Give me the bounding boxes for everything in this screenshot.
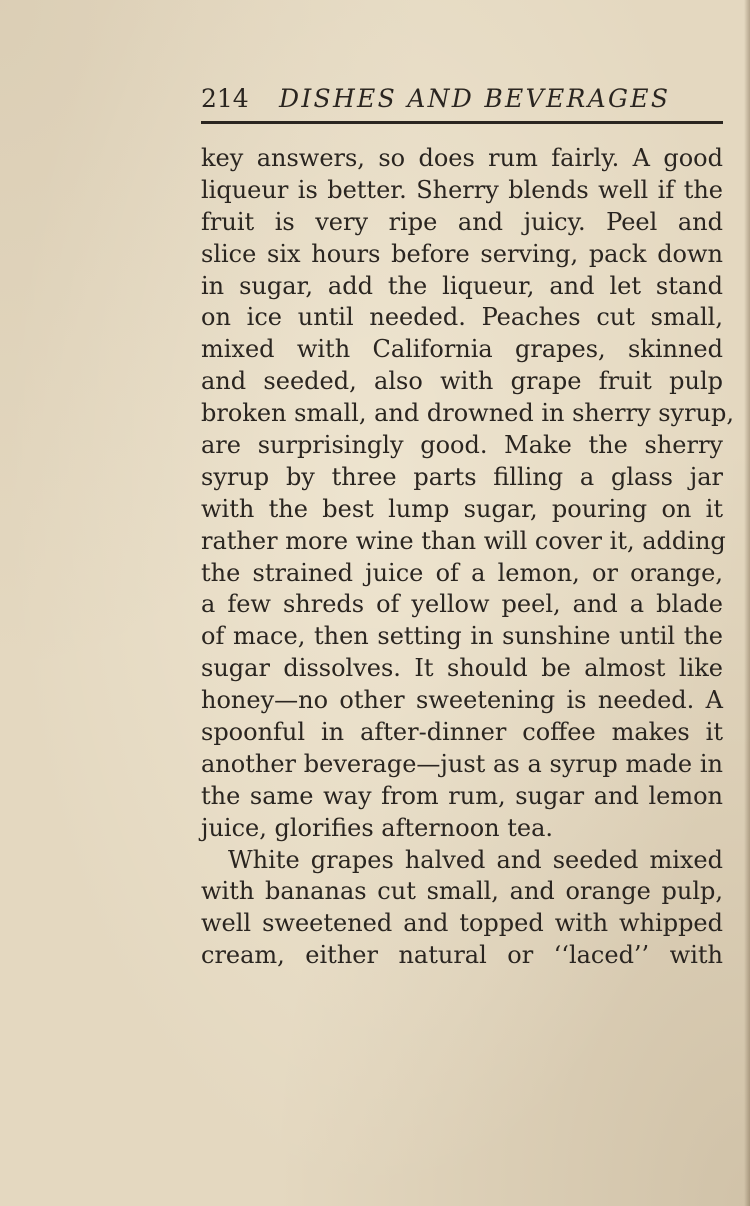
header-rule — [201, 121, 723, 124]
text-line: are surprisingly good. Make the sherry — [201, 431, 723, 460]
text-line: with bananas cut small, and orange pulp, — [201, 877, 723, 906]
text-line: broken small, and drowned in sherry syrup, — [201, 399, 735, 428]
text-line: sugar dissolves. It should be almost like — [201, 654, 723, 683]
text-line: spoonful in after-dinner coffee makes it — [201, 718, 723, 747]
text-line: mixed with California grapes, skinned — [201, 335, 723, 364]
running-header — [201, 81, 723, 117]
text-line: honey—no other sweetening is needed. A — [201, 686, 723, 715]
text-line: fruit is very ripe and juicy. Peel and — [201, 207, 723, 236]
text-line: syrup by three parts filling a glass jar — [201, 462, 723, 491]
page-number: 214 — [201, 84, 249, 113]
body-text — [201, 143, 735, 972]
text-line: the strained juice of a lemon, or orange, — [201, 558, 723, 587]
text-line: juice, glorifies afternoon tea. — [201, 813, 554, 842]
page-edge-shadow — [744, 0, 750, 1206]
paragraph-2 — [201, 845, 723, 973]
text-line: well sweetened and topped with whipped — [201, 909, 723, 938]
text-line: a few shreds of yellow peel, and a blade — [201, 590, 723, 619]
text-line: White grapes halved and seeded mixed — [228, 845, 723, 874]
text-line: key answers, so does rum fairly. A good — [201, 144, 723, 172]
text-line: another beverage—just as a syrup made in — [201, 749, 723, 778]
text-line: of mace, then setting in sunshine until the — [201, 622, 723, 651]
text-line: cream, either natural or ‘‘laced’’ with — [201, 941, 723, 970]
running-title: DISHES AND BEVERAGES — [279, 84, 671, 113]
paragraph-1 — [201, 143, 735, 845]
text-line: with the best lump sugar, pouring on it — [201, 494, 723, 523]
text-line: rather more wine than will cover it, adding — [201, 526, 726, 555]
text-line: and seeded, also with grape fruit pulp — [201, 367, 723, 396]
text-line: slice six hours before serving, pack down — [201, 239, 723, 268]
text-line: on ice until needed. Peaches cut small, — [201, 303, 723, 332]
text-line: liqueur is better. Sherry blends well if the — [201, 175, 723, 204]
text-line: in sugar, add the liqueur, and let stand — [201, 271, 723, 300]
text-line: the same way from rum, sugar and lemon — [201, 781, 723, 810]
